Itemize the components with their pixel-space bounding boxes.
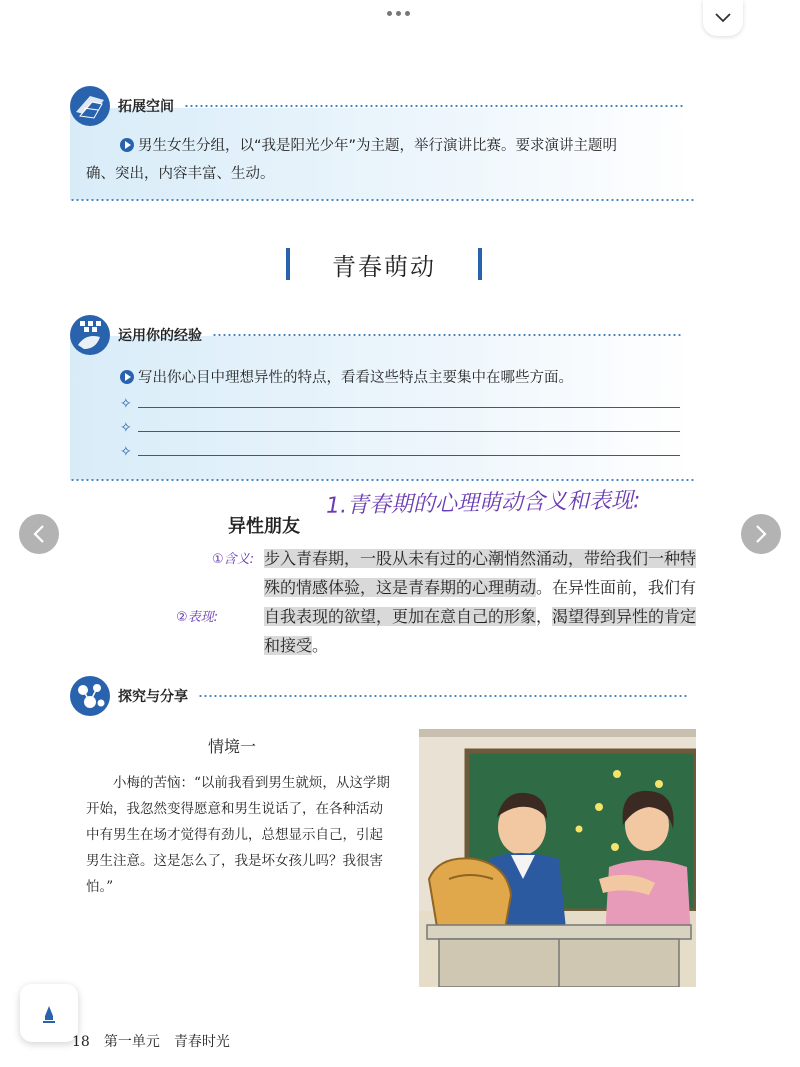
classroom-illustration <box>419 729 696 987</box>
heading-bar-right <box>478 248 482 280</box>
page-footer <box>72 1031 230 1051</box>
scene-text: 小梅的苦恼：“以前我看到男生就烦，从这学期开始，我忽然变得愿意和男生说话了，在各种活动中有男生在场才觉得有劲儿，总想显示自己，引起男生注意。这是怎么了，我是坏女孩儿吗？我很害怕。” <box>86 775 390 895</box>
extension-title: 拓展空间 <box>118 99 174 115</box>
handwritten-mark-expression: ②表现: <box>176 610 219 625</box>
heading-bar-left <box>286 248 290 280</box>
extension-header <box>70 86 696 126</box>
pen-icon <box>41 1002 57 1024</box>
unit-title: 第一单元 青春时光 <box>103 1034 230 1050</box>
handwritten-annotation: 1.青春期的心理萌动含义和表现: <box>325 488 641 519</box>
play-bullet-icon <box>120 370 134 384</box>
diamond-icon: ✧ <box>120 396 132 412</box>
friends-paragraph: 步入青春期，一股从未有过的心潮悄然涌动，带给我们一种特殊的情感体验，这是青春期的心理萌动。在异性面前，我们有自我表现的欲望，更加在意自己的形象，渴望得到异性的肯定和接受。 <box>264 549 697 655</box>
more-options-dots[interactable] <box>387 8 413 18</box>
collapse-button[interactable] <box>703 0 743 36</box>
explore-header <box>70 676 696 716</box>
extension-text: 男生女生分组，以“我是阳光少年”为主题，举行演讲比赛。要求演讲主题明 确、突出，内容丰富、生动。 <box>86 138 618 182</box>
handwritten-mark-definition: ①含义: <box>212 552 255 567</box>
section-divider <box>70 199 696 201</box>
diamond-icon: ✧ <box>120 420 132 436</box>
experience-title: 运用你的经验 <box>118 328 202 344</box>
prev-page-button[interactable] <box>19 514 59 554</box>
section-divider <box>70 479 696 481</box>
explore-title: 探究与分享 <box>118 689 188 705</box>
scene-title: 情境一 <box>208 737 257 756</box>
chevron-right-icon <box>755 525 767 543</box>
chapter-heading <box>286 246 482 282</box>
answer-line[interactable] <box>120 440 680 460</box>
diamond-icon: ✧ <box>120 444 132 460</box>
chapter-title: 青春萌动 <box>332 252 436 281</box>
play-bullet-icon <box>120 138 134 152</box>
explore-title-dotline <box>198 695 688 697</box>
experience-header <box>70 315 696 355</box>
experience-title-dotline <box>212 334 682 336</box>
answer-line[interactable] <box>120 416 680 436</box>
chevron-left-icon <box>33 525 45 543</box>
explore-icon <box>70 676 110 716</box>
extension-title-dotline <box>184 105 684 107</box>
chevron-down-icon <box>715 13 731 23</box>
friends-heading: 异性朋友 <box>228 516 300 537</box>
experience-icon <box>70 315 110 355</box>
page-number: 18 <box>72 1034 90 1050</box>
experience-prompt: 写出你心目中理想异性的特点，看看这些特点主要集中在哪些方面。 <box>120 364 690 392</box>
next-page-button[interactable] <box>741 514 781 554</box>
edit-pen-button[interactable] <box>20 984 78 1042</box>
extension-icon <box>70 86 110 126</box>
answer-line[interactable] <box>120 392 680 412</box>
